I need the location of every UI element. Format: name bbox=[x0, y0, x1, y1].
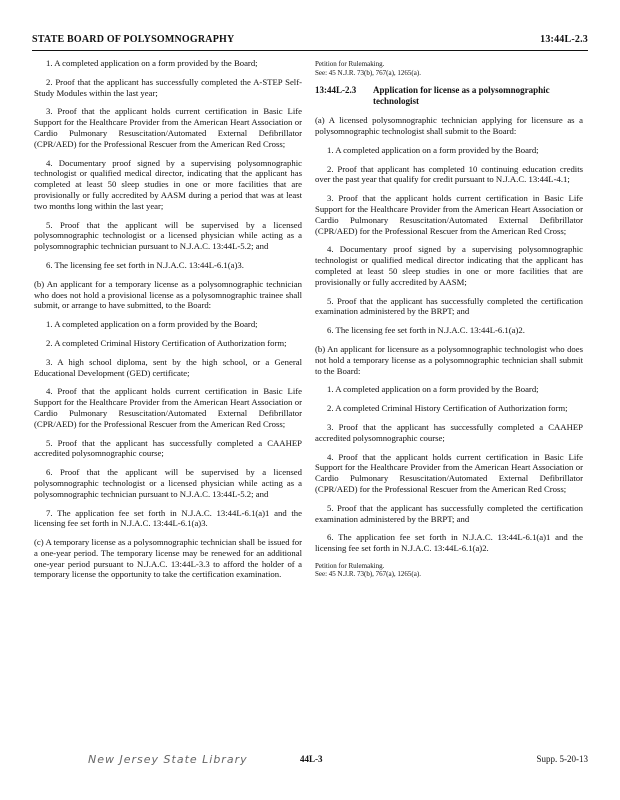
paragraph: 1. A completed application on a form provided by the Board; bbox=[46, 58, 258, 68]
paragraph: 4. Proof that the applicant holds current certification in Basic Life Support for the Healthcare Provider from the American Heart Association or Cardio Pulmonary Resuscitation/Automated External Defibrillator (CPR/AED) for the Professional Rescuer from the American Red Cross; bbox=[315, 451, 583, 494]
paragraph: 6. The licensing fee set forth in N.J.A.C. 13:44L-6.1(a)3. bbox=[46, 259, 244, 270]
right-column bbox=[315, 58, 583, 587]
paragraph: 3. Proof that the applicant holds current certification in Basic Life Support for the Healthcare Provider from the American Heart Association or Cardio Pulmonary Resuscitation/Automated External Defibrillator (CPR/AED) for the Professional Rescuer from the American Red Cross; bbox=[315, 193, 583, 236]
note-label: Petition for Rulemaking. bbox=[315, 561, 385, 570]
paragraph: 4. Documentary proof signed by a supervising polysomnographic technologist or qualified medical director, indicating that the applicant has completed at least 50 sleep studies in one or more facilities that are provisionally or fully accredited by AASM during a period that was at least two months long within the last year; bbox=[34, 157, 302, 211]
paragraph: 6. Proof that the applicant will be supervised by a licensed polysomnographic technologist or a licensed physician while acting as a polysomnographic technician pursuant to N.J.A.C. 13:44L-5.2; and bbox=[34, 467, 302, 499]
section-heading bbox=[315, 85, 583, 107]
left-column bbox=[34, 58, 302, 588]
note-citation: See: 45 N.J.R. 73(b), 767(a), 1265(a). bbox=[315, 570, 421, 579]
paragraph: 5. Proof that the applicant will be supervised by a licensed polysomnographic technologist or a licensed physician while acting as a polysomnographic technician pursuant to N.J.A.C. 13:44L-5.2; and bbox=[34, 219, 302, 252]
paragraph: 5. Proof that the applicant has successfully completed a CAAHEP accredited polysomnographic course; bbox=[34, 437, 302, 459]
page-header bbox=[32, 32, 588, 48]
paragraph: 5. Proof that the applicant has successfully completed the certification examination administered by the BRPT; and bbox=[315, 502, 583, 524]
paragraph: 3. Proof that the applicant holds current certification in Basic Life Support for the Healthcare Provider from the American Heart Association or Cardio Pulmonary Resuscitation/Automated External Defibrillator (CPR/AED) for the Professional Rescuer from the American Red Cross; bbox=[34, 106, 302, 149]
paragraph: 3. A high school diploma, sent by the high school, or a General Educational Development (GED) certificate; bbox=[34, 356, 302, 378]
paragraph: 1. A completed application on a form provided by the Board; bbox=[327, 384, 539, 395]
paragraph: 1. A completed application on a form provided by the Board; bbox=[327, 144, 539, 155]
paragraph: 2. Proof that the applicant has successfully completed the A-STEP Self-Study Modules within the last year; bbox=[34, 76, 302, 98]
paragraph: (a) A licensed polysomnographic technician applying for licensure as a polysomnographic technologist shall submit to the Board: bbox=[315, 115, 583, 136]
header-rule bbox=[32, 50, 588, 51]
top-rulemaking-note bbox=[315, 60, 583, 77]
paragraph: 2. A completed Criminal History Certification of Authorization form; bbox=[46, 337, 287, 348]
paragraph: (c) A temporary license as a polysomnographic technician shall be issued for a one-year period. The temporary license may be renewed for an additional one-year period pursuant to N.J.A.C. 13:44L-3.3 to afford the holder of a temporary license the opportunity to take the certification examination. bbox=[34, 537, 302, 580]
header-section-ref: 13:44L-2.3 bbox=[540, 34, 588, 45]
paragraph: 3. Proof that the applicant has successfully completed a CAAHEP accredited polysomnographic course; bbox=[315, 421, 583, 443]
paragraph: 2. A completed Criminal History Certification of Authorization form; bbox=[327, 403, 568, 414]
note-citation: See: 45 N.J.R. 73(b), 767(a), 1265(a). bbox=[315, 68, 421, 77]
paragraph: 4. Proof that the applicant holds current certification in Basic Life Support for the Healthcare Provider from the American Heart Association or Cardio Pulmonary Resuscitation/Automated External Defibrillator (CPR/AED) for the Professional Rescuer from the American Red Cross; bbox=[34, 386, 302, 429]
supplement-date: Supp. 5-20-13 bbox=[536, 754, 588, 764]
page-number: 44L-3 bbox=[300, 754, 323, 764]
header-title: STATE BOARD OF POLYSOMNOGRAPHY bbox=[32, 34, 235, 45]
paragraph: (b) An applicant for licensure as a polysomnographic technologist who does not hold a temporary license as a polysomnographic technician shall submit to the Board: bbox=[315, 343, 583, 376]
paragraph: 5. Proof that the applicant has successfully completed the certification examination administered by the BRPT; and bbox=[315, 295, 583, 317]
paragraph: 7. The application fee set forth in N.J.A.C. 13:44L-6.1(a)1 and the licensing fee set forth in N.J.A.C. 13:44L-6.1(a)3. bbox=[34, 507, 302, 529]
library-watermark: New Jersey State Library bbox=[88, 753, 248, 766]
note-label: Petition for Rulemaking. bbox=[315, 60, 385, 68]
paragraph: 2. Proof that applicant has completed 10 continuing education credits over the past year that qualify for credit pursuant to N.J.A.C. 13:44L-4.1; bbox=[315, 163, 583, 185]
paragraph: 6. The licensing fee set forth in N.J.A.C. 13:44L-6.1(a)2. bbox=[327, 325, 525, 336]
bottom-rulemaking-note bbox=[315, 562, 583, 579]
right-paragraphs bbox=[315, 115, 583, 554]
paragraph: 4. Documentary proof signed by a supervising polysomnographic technologist or qualified medical director indicating that the applicant has completed at least 50 sleep studies in one or more facilities that are provisionally or fully accredited by AASM; bbox=[315, 244, 583, 287]
section-number: 13:44L-2.3 bbox=[315, 85, 357, 96]
paragraph: 1. A completed application on a form provided by the Board; bbox=[46, 319, 258, 330]
page-footer bbox=[32, 753, 588, 771]
section-title: Application for license as a polysomnographic technologist bbox=[373, 85, 550, 107]
paragraph: (b) An applicant for a temporary license as a polysomnographic technician who does not hold a provisional license as a polysomnographic trainee shall submit, or arrange to have submitted, to the Board: bbox=[34, 278, 302, 311]
paragraph: 6. The application fee set forth in N.J.A.C. 13:44L-6.1(a)1 and the licensing fee set forth in N.J.A.C. 13:44L-6.1(a)2. bbox=[315, 532, 583, 554]
